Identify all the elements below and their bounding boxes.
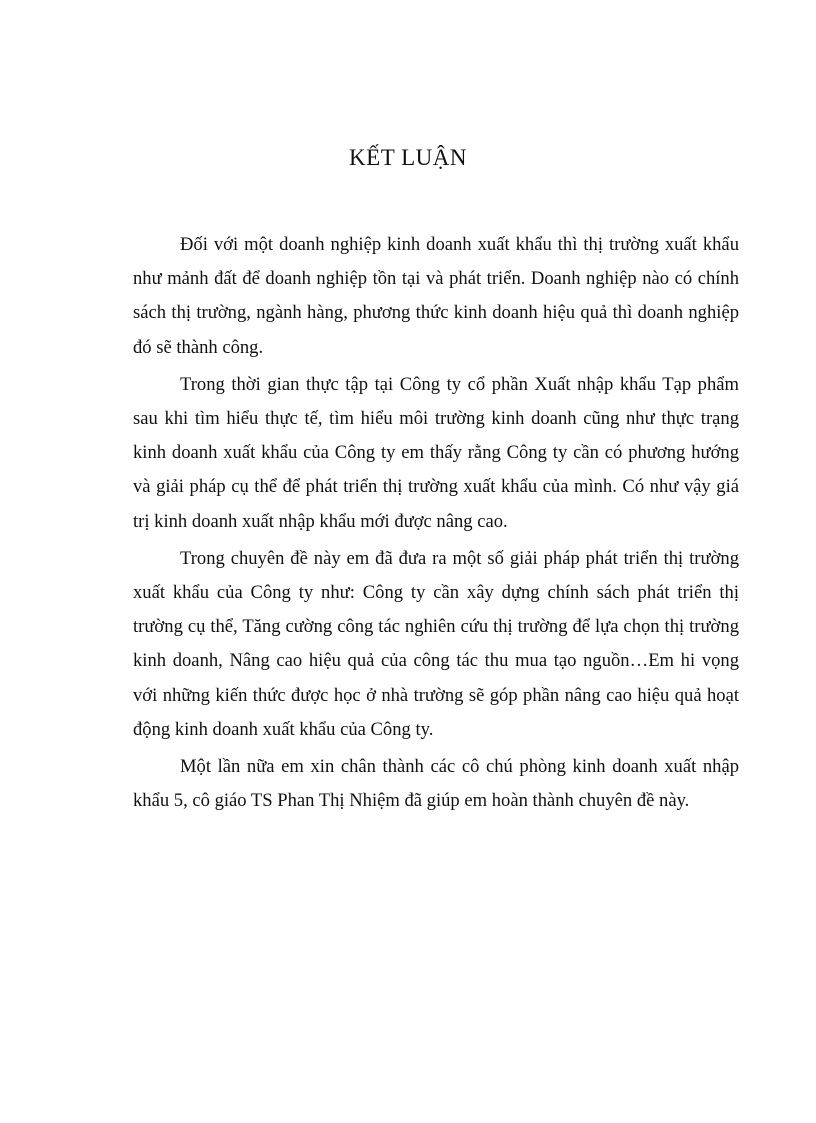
page-title: KẾT LUẬN xyxy=(349,145,467,170)
paragraph-internship: Trong thời gian thực tập tại Công ty cổ phần Xuất nhập khẩu Tạp phẩm sau khi tìm hiểu thực tế, tìm hiểu môi trường kinh doanh cũng như thực trạng kinh doanh xuất khẩu của Công ty em thấy rằng Công ty cần có phương hướng và giải pháp cụ thể để phát triển thị trường xuất khẩu của mình. Có như vậy giá trị kinh doanh xuất nhập khẩu mới được nâng cao. xyxy=(133,373,739,532)
paragraph-thanks: Một lần nữa em xin chân thành các cô chú phòng kinh doanh xuất nhập khẩu 5, cô giáo TS Phan Thị Nhiệm đã giúp em hoàn thành chuyên đề này. xyxy=(133,756,739,812)
document-body xyxy=(133,228,739,821)
paragraph-solutions: Trong chuyên đề này em đã đưa ra một số giải pháp phát triển thị trường xuất khẩu của Công ty như: Công ty cần xây dựng chính sách phát triển thị trường cụ thể, Tăng cường công tác nghiên cứu thị trường để lựa chọn thị trường kinh doanh, Nâng cao hiệu quả của công tác thu mua tạo nguồn…Em hi vọng với những kiến thức được học ở nhà trường sẽ góp phần nâng cao hiệu quả hoạt động kinh doanh xuất khẩu của Công ty. xyxy=(133,547,739,740)
paragraph-intro: Đối với một doanh nghiệp kinh doanh xuất khẩu thì thị trường xuất khẩu như mảnh đất để doanh nghiệp tồn tại và phát triển. Doanh nghiệp nào có chính sách thị trường, ngành hàng, phương thức kinh doanh hiệu quả thì doanh nghiệp đó sẽ thành công. xyxy=(133,234,739,358)
